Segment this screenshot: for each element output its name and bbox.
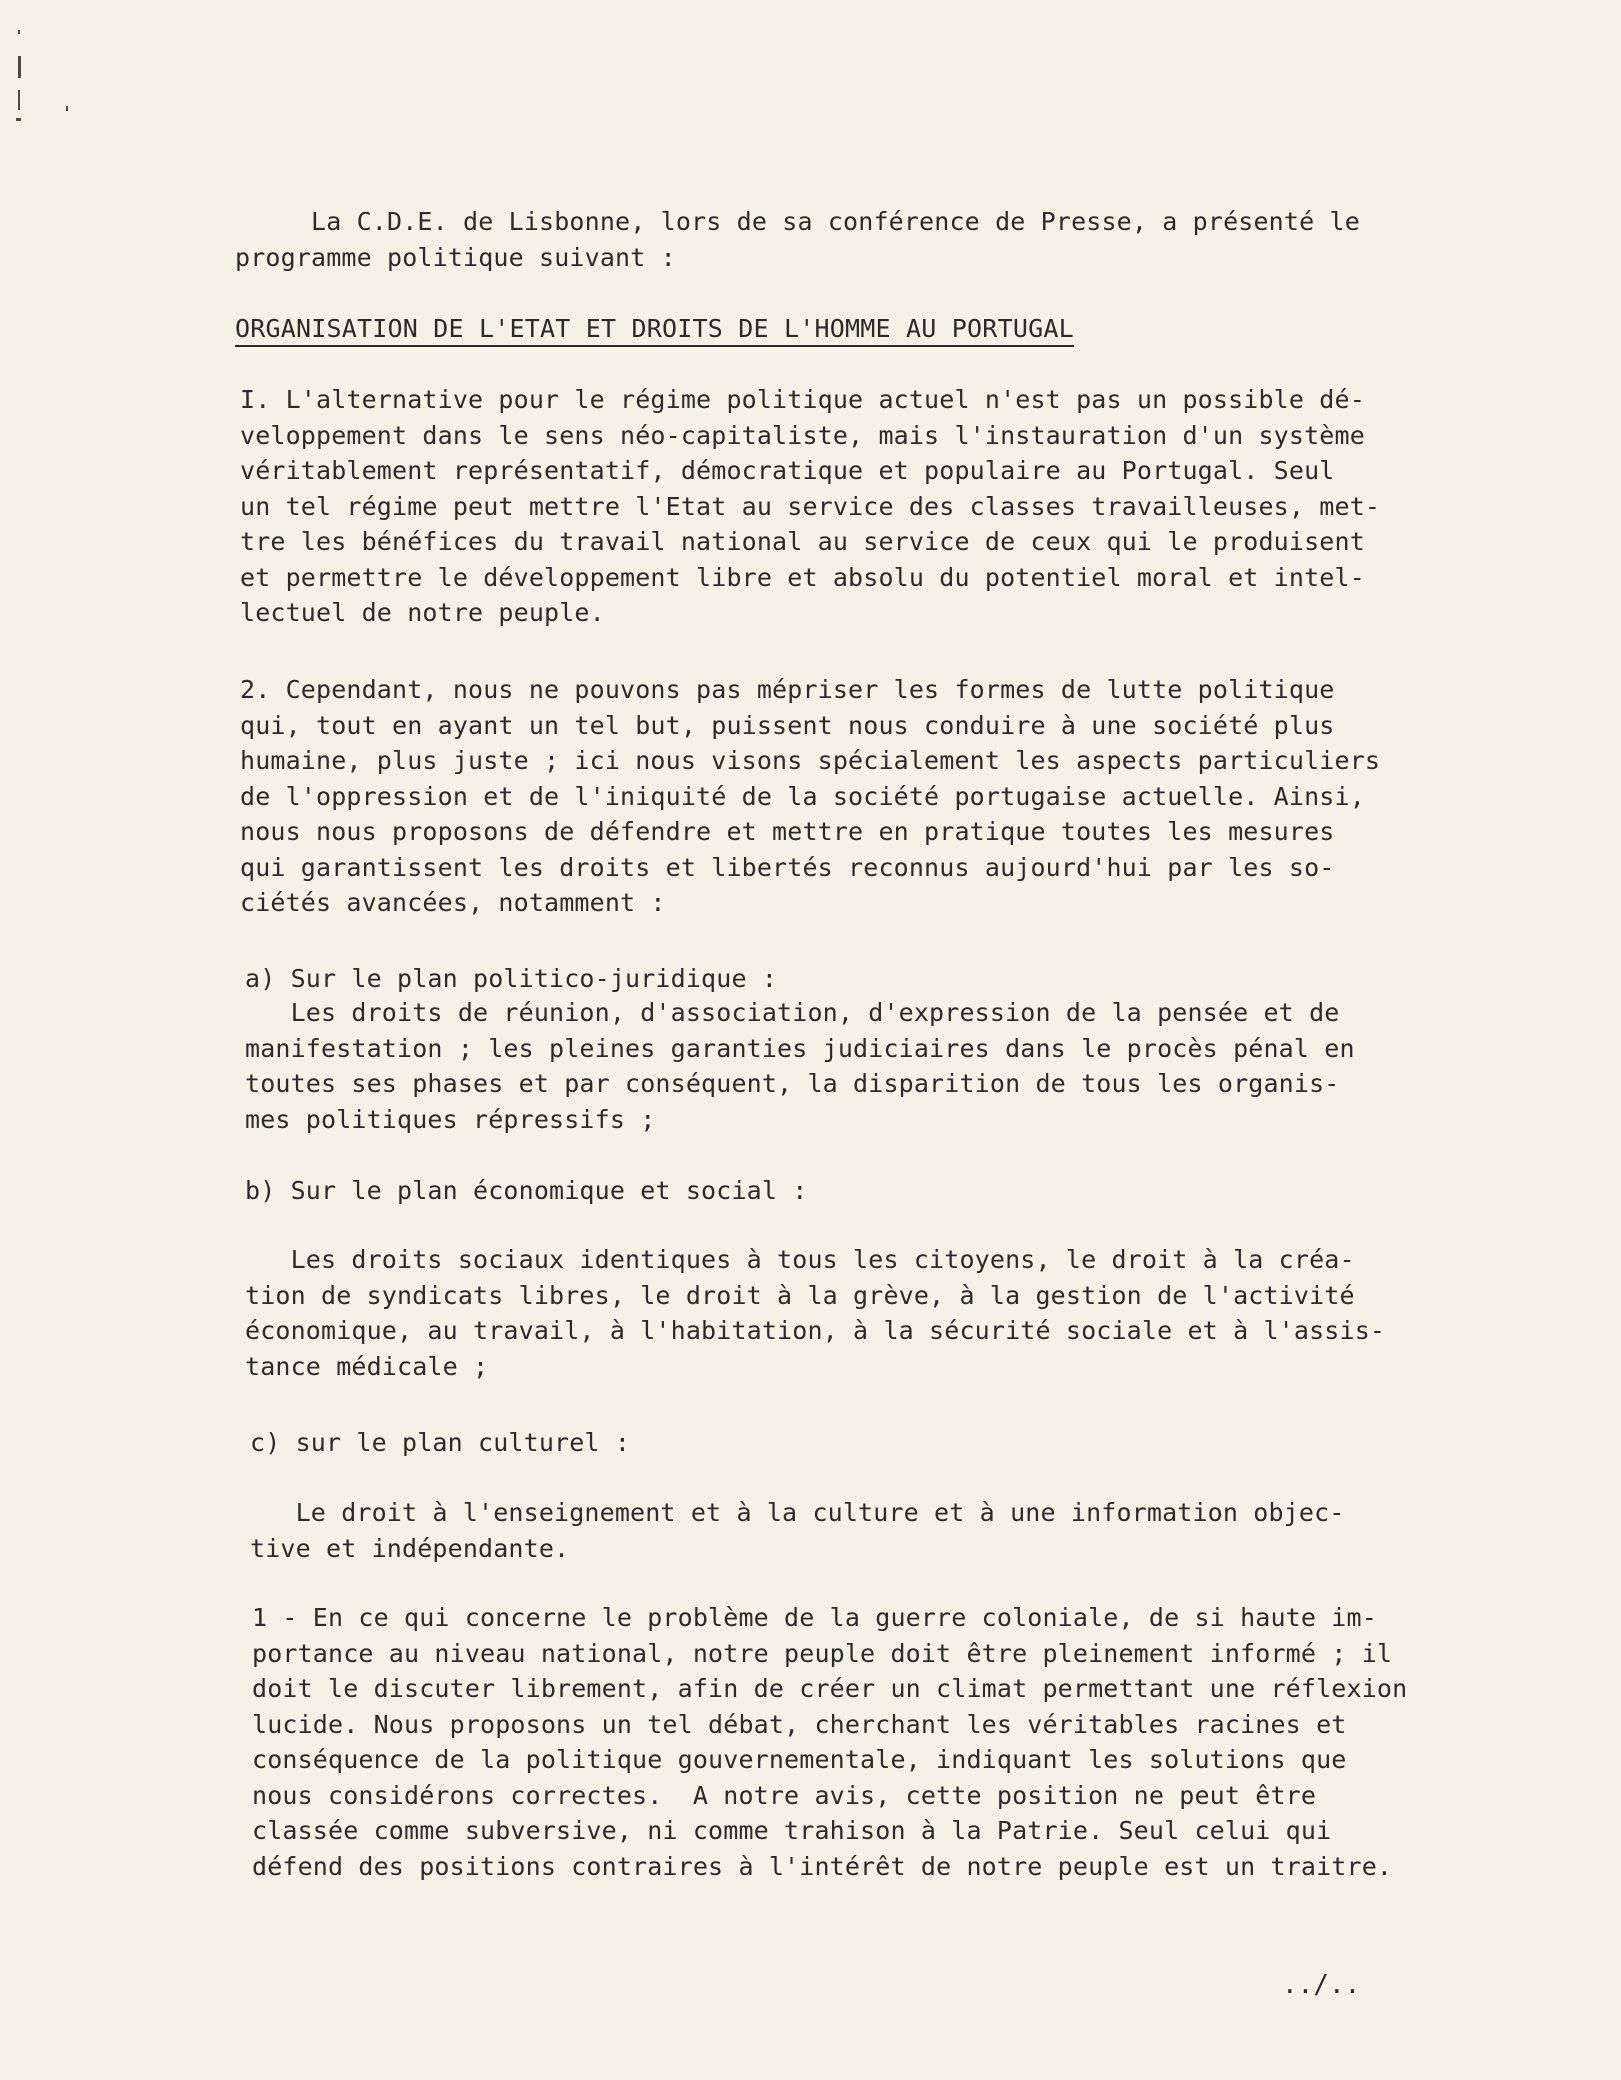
section-heading: ORGANISATION DE L'ETAT ET DROITS DE L'HOMME AU PORTUGAL — [235, 314, 1074, 347]
paragraph-1: I. L'alternative pour le régime politique actuel n'est pas un possible dé- veloppement dans le sens néo-capitaliste, mais l'instauration d'un système véritablement représentatif, démocratique et populaire au Portugal. Seul un tel régime peut mettre l'Etat au service des classes travailleuses, met- tre les bénéfices du travail national au service de ceux qui le produisent et permettre le développement libre et absolu du potentiel moral et intel- lectuel de notre peuple. — [240, 385, 1381, 627]
intro-paragraph: La C.D.E. de Lisbonne, lors de sa conférence de Presse, a présenté le programme politique suivant : — [235, 207, 1360, 272]
section-b-body: Les droits sociaux identiques à tous les citoyens, le droit à la créa- tion de syndicats libres, le droit à la grève, à la gestion de l'activité économique, au travail, à l'habitation, à la sécurité sociale et à l'assis- tance médicale ; — [245, 1245, 1386, 1381]
section-b-title: b) Sur le plan économique et social : — [245, 1176, 808, 1205]
paragraph-2: 2. Cependant, nous ne pouvons pas mépriser les formes de lutte politique qui, tout en ayant un tel but, puissent nous conduire à une société plus humaine, plus juste ; ici nous visons spécialement les aspects particuliers de l'oppression et de l'iniquité de la société portugaise actuelle. Ainsi, nous nous proposons de défendre et mettre en pratique toutes les mesures qui garantissent les droits et libertés reconnus aujourd'hui par les so- ciétés avancées, notamment : — [240, 675, 1381, 917]
section-a-body: Les droits de réunion, d'association, d'expression de la pensée et de manifestation ; les pleines garanties judiciaires dans le procès pénal en toutes ses phases et par conséquent, la disparition de tous les organis- mes politiques répressifs ; — [245, 998, 1355, 1134]
section-a-title: a) Sur le plan politico-juridique : — [245, 964, 778, 993]
section-c-title: c) sur le plan culturel : — [250, 1428, 631, 1457]
section-c-body: Le droit à l'enseignement et à la culture et à une information objec- tive et indépendante. — [250, 1498, 1345, 1563]
margin-punch-marks — [10, 30, 30, 140]
continuation-mark: ../.. — [1282, 1970, 1361, 2000]
paragraph-3: 1 - En ce qui concerne le problème de la guerre coloniale, de si haute im- portance au niveau national, notre peuple doit être pleinement informé ; il doit le discuter librement, afin de créer un climat permettant une réflexion lucide. Nous proposons un tel débat, cherchant les véritables racines et conséquence de la politique gouvernementale, indiquant les solutions que nous considérons correctes. A notre avis, cette position ne peut être classée comme subversive, ni comme trahison à la Patrie. Seul celui qui défend des positions contraires à l'intérêt de notre peuple est un traitre. — [252, 1603, 1408, 1881]
